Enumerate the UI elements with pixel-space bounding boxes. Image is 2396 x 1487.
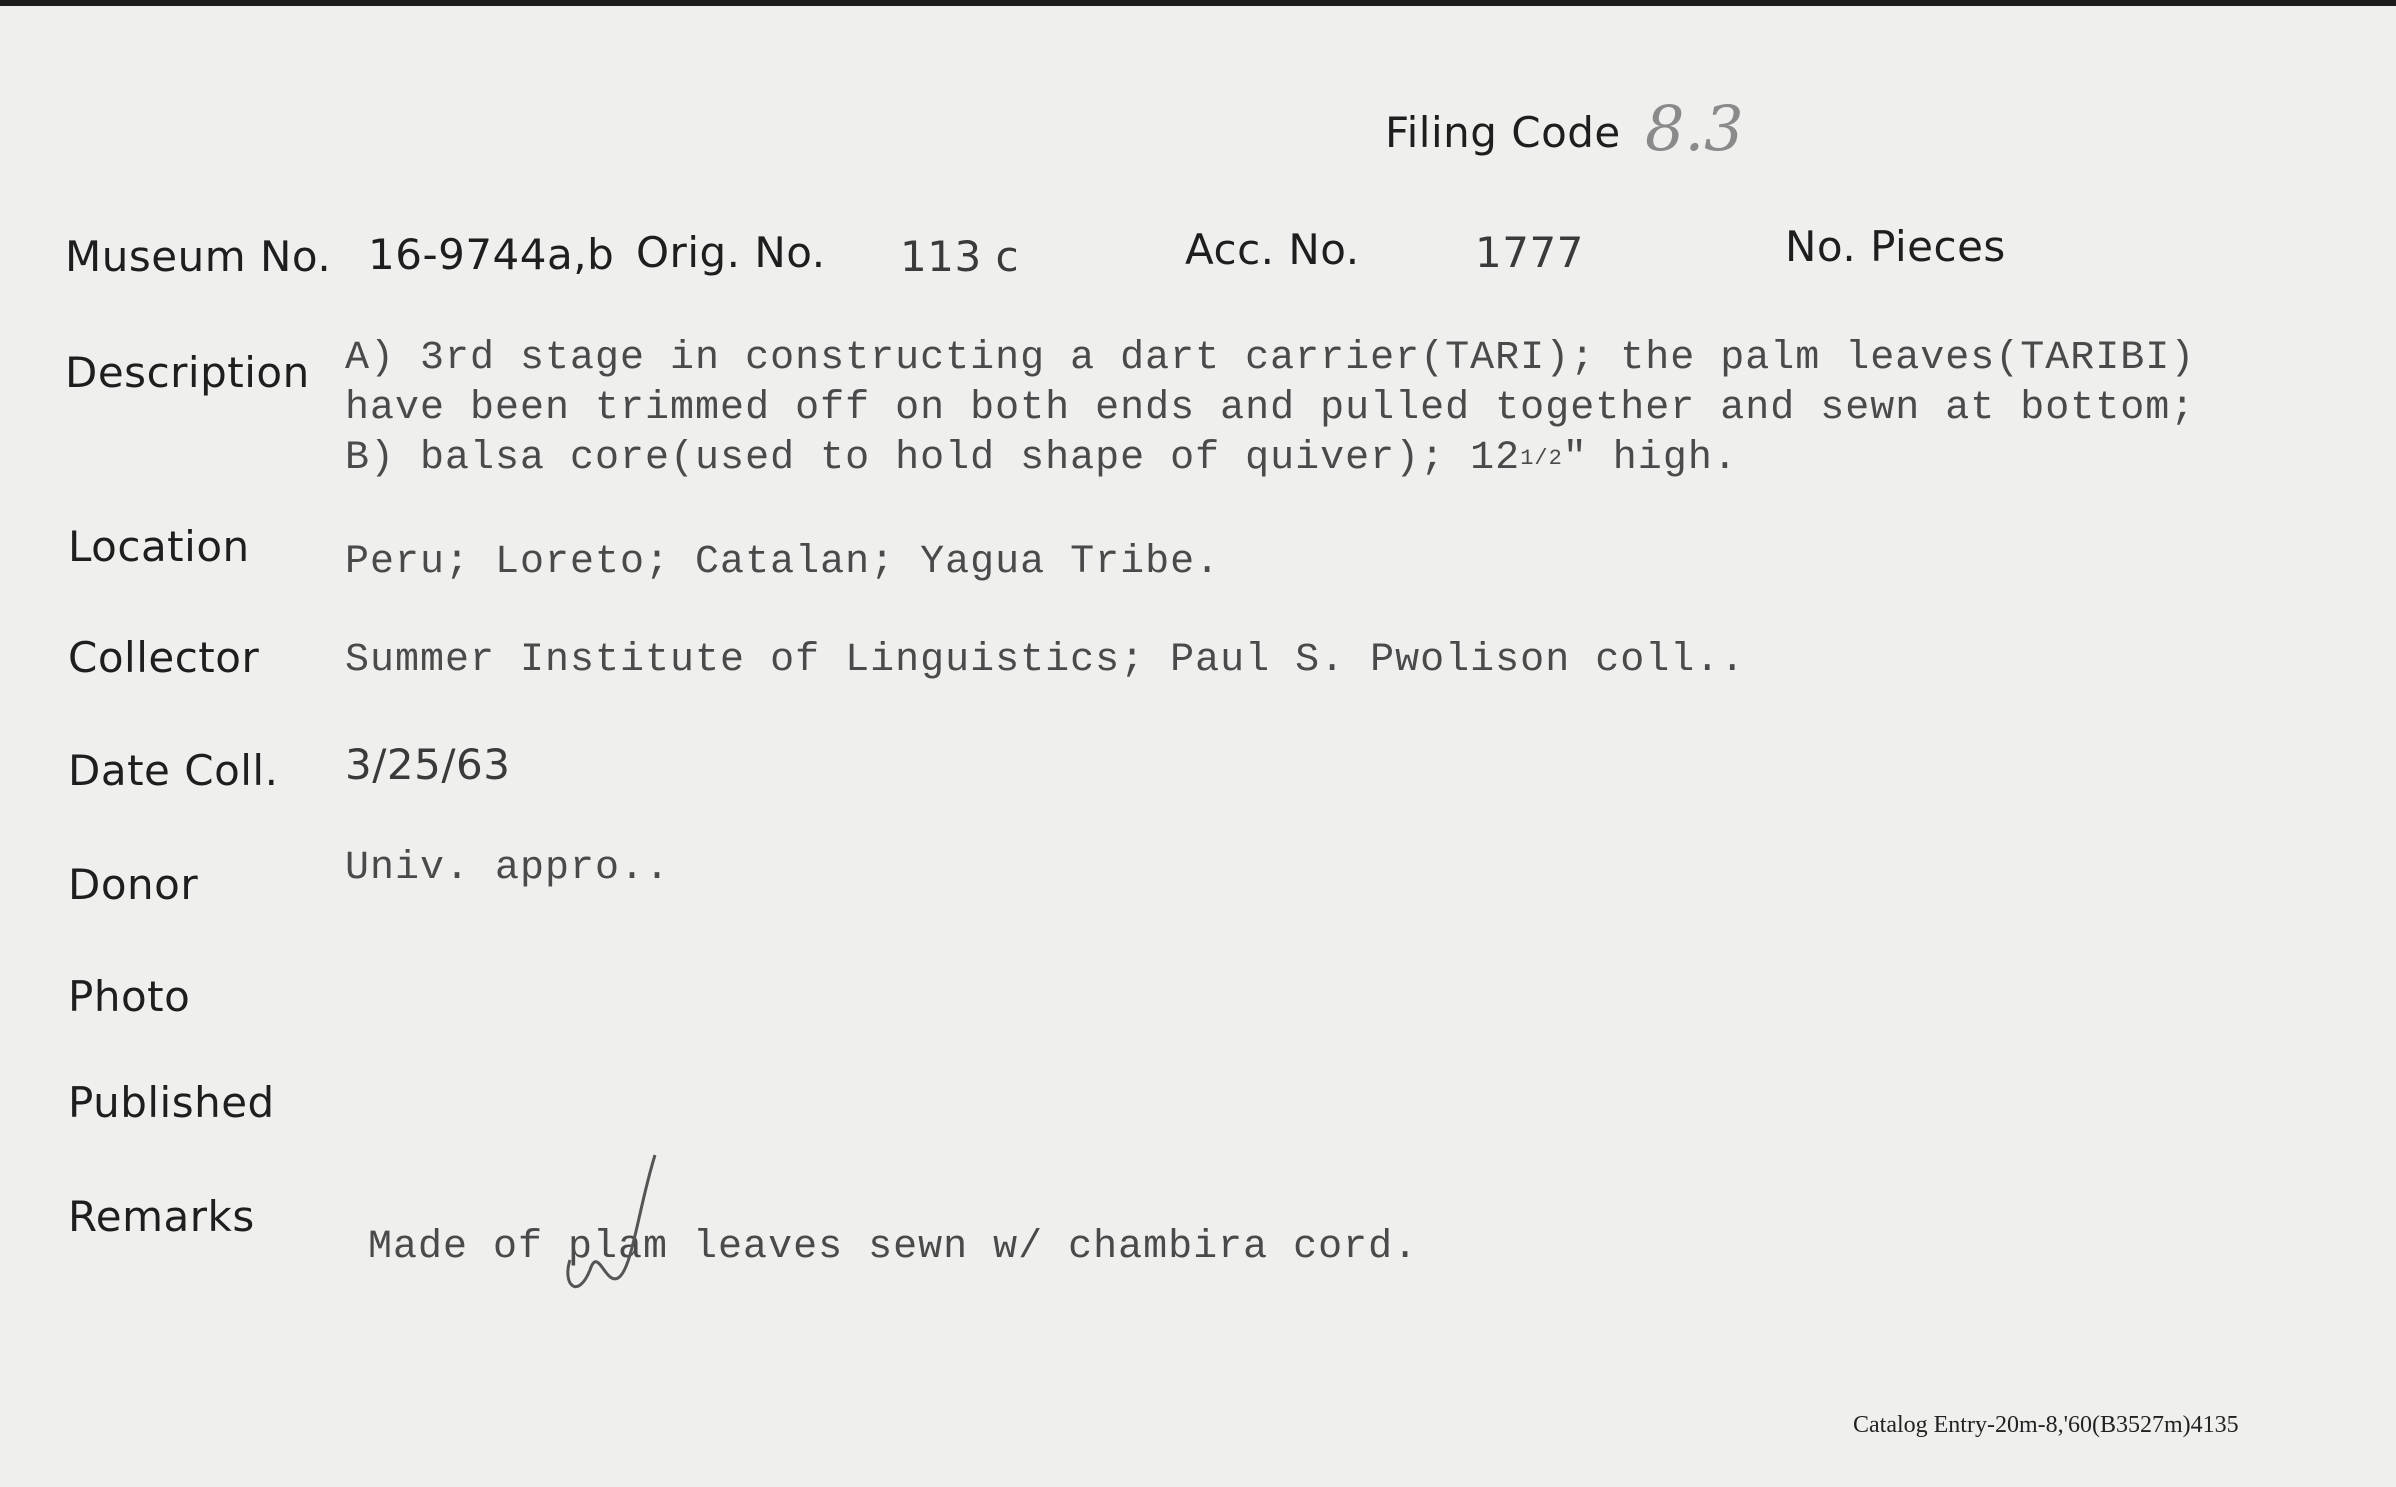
filing-code-label: Filing Code — [1385, 108, 1621, 157]
orig-no-value: 113 c — [900, 232, 1020, 281]
photo-label: Photo — [68, 972, 191, 1021]
orig-no-label: Orig. No. — [636, 228, 826, 277]
location-value: Peru; Loreto; Catalan; Yagua Tribe. — [345, 540, 1221, 585]
no-pieces-label: No. Pieces — [1785, 222, 2006, 271]
museum-no-value: 16-9744a,b — [368, 230, 615, 279]
acc-no-label: Acc. No. — [1185, 225, 1360, 274]
fraction-half: 1/2 — [1520, 446, 1563, 471]
collector-label: Collector — [68, 633, 260, 682]
donor-label: Donor — [68, 860, 199, 909]
date-coll-label: Date Coll. — [68, 746, 279, 795]
filing-code-value: 8.3 — [1645, 92, 1744, 165]
museum-no-label: Museum No. — [65, 232, 332, 281]
description-line-3 — [345, 434, 2195, 484]
remarks-label: Remarks — [68, 1192, 255, 1241]
date-coll-value: 3/25/63 — [345, 740, 511, 789]
pen-correction-mark — [560, 1150, 680, 1300]
description-label: Description — [65, 348, 310, 397]
published-label: Published — [68, 1078, 275, 1127]
collector-value: Summer Institute of Linguistics; Paul S. Pwolison coll.. — [345, 638, 1746, 683]
description-line-3-end: " high. — [1562, 436, 1738, 481]
remarks-value: Made of plam leaves sewn w/ chambira cord. — [368, 1225, 1419, 1270]
location-label: Location — [68, 522, 250, 571]
description-line-1: A) 3rd stage in constructing a dart carrier(TARI); the palm leaves(TARIBI) — [345, 336, 2196, 381]
description-text — [345, 334, 2195, 484]
card-top-edge — [0, 0, 2396, 6]
description-line-3-text: B) balsa core(used to hold shape of quiver); 12 — [345, 436, 1521, 481]
acc-no-value: 1777 — [1475, 228, 1584, 277]
catalog-entry-footer: Catalog Entry-20m-8,'60(B3527m)4135 — [1853, 1412, 2239, 1438]
donor-value: Univ. appro.. — [345, 846, 671, 891]
description-line-2: have been trimmed off on both ends and pulled together and sewn at bottom; — [345, 386, 2196, 431]
